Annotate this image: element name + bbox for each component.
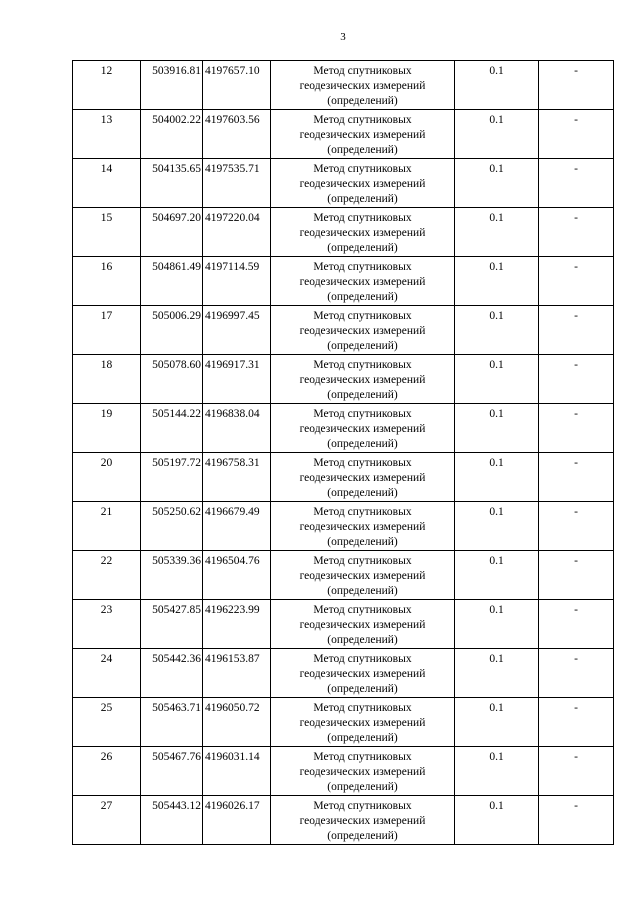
description-cell: - bbox=[539, 404, 614, 453]
point-number-cell: 14 bbox=[73, 159, 141, 208]
method-line: геодезических измерений bbox=[299, 766, 426, 778]
accuracy-cell: 0.1 bbox=[455, 649, 539, 698]
accuracy-cell: 0.1 bbox=[455, 306, 539, 355]
accuracy-cell: 0.1 bbox=[455, 698, 539, 747]
accuracy-cell: 0.1 bbox=[455, 502, 539, 551]
description-cell: - bbox=[539, 110, 614, 159]
method-line: (определений) bbox=[327, 291, 398, 303]
method-line: Метод спутниковых bbox=[313, 506, 412, 518]
description-cell: - bbox=[539, 796, 614, 845]
description-cell: - bbox=[539, 61, 614, 110]
y-coordinate-cell: 4197603.56 bbox=[203, 110, 271, 159]
accuracy-cell: 0.1 bbox=[455, 404, 539, 453]
method-line: (определений) bbox=[327, 95, 398, 107]
coordinates-table bbox=[72, 60, 614, 845]
point-number-cell: 13 bbox=[73, 110, 141, 159]
x-coordinate-cell: 504861.49 bbox=[141, 257, 203, 306]
x-coordinate-cell: 504002.22 bbox=[141, 110, 203, 159]
method-cell bbox=[271, 355, 455, 404]
method-line: (определений) bbox=[327, 536, 398, 548]
method-line: геодезических измерений bbox=[299, 129, 426, 141]
description-cell: - bbox=[539, 208, 614, 257]
method-cell bbox=[271, 257, 455, 306]
method-line: Метод спутниковых bbox=[313, 261, 412, 273]
method-cell bbox=[271, 306, 455, 355]
method-line: (определений) bbox=[327, 634, 398, 646]
table-row bbox=[73, 257, 614, 306]
accuracy-cell: 0.1 bbox=[455, 355, 539, 404]
method-line: (определений) bbox=[327, 389, 398, 401]
method-line: (определений) bbox=[327, 487, 398, 499]
accuracy-cell: 0.1 bbox=[455, 257, 539, 306]
point-number-cell: 18 bbox=[73, 355, 141, 404]
method-line: Метод спутниковых bbox=[313, 702, 412, 714]
x-coordinate-cell: 505463.71 bbox=[141, 698, 203, 747]
y-coordinate-cell: 4197657.10 bbox=[203, 61, 271, 110]
method-line: (определений) bbox=[327, 438, 398, 450]
table-row bbox=[73, 649, 614, 698]
method-line: геодезических измерений bbox=[299, 374, 426, 386]
method-line: (определений) bbox=[327, 242, 398, 254]
accuracy-cell: 0.1 bbox=[455, 600, 539, 649]
method-line: Метод спутниковых bbox=[313, 163, 412, 175]
point-number-cell: 26 bbox=[73, 747, 141, 796]
x-coordinate-cell: 504697.20 bbox=[141, 208, 203, 257]
y-coordinate-cell: 4196997.45 bbox=[203, 306, 271, 355]
method-line: Метод спутниковых bbox=[313, 359, 412, 371]
y-coordinate-cell: 4196679.49 bbox=[203, 502, 271, 551]
method-line: (определений) bbox=[327, 193, 398, 205]
table-row bbox=[73, 61, 614, 110]
table-row bbox=[73, 502, 614, 551]
x-coordinate-cell: 505442.36 bbox=[141, 649, 203, 698]
table-row bbox=[73, 306, 614, 355]
method-line: геодезических измерений bbox=[299, 178, 426, 190]
x-coordinate-cell: 505339.36 bbox=[141, 551, 203, 600]
x-coordinate-cell: 505197.72 bbox=[141, 453, 203, 502]
accuracy-cell: 0.1 bbox=[455, 453, 539, 502]
description-cell: - bbox=[539, 649, 614, 698]
y-coordinate-cell: 4196504.76 bbox=[203, 551, 271, 600]
x-coordinate-cell: 505144.22 bbox=[141, 404, 203, 453]
x-coordinate-cell: 503916.81 bbox=[141, 61, 203, 110]
point-number-cell: 20 bbox=[73, 453, 141, 502]
description-cell: - bbox=[539, 747, 614, 796]
y-coordinate-cell: 4196223.99 bbox=[203, 600, 271, 649]
method-line: геодезических измерений bbox=[299, 570, 426, 582]
point-number-cell: 24 bbox=[73, 649, 141, 698]
method-cell bbox=[271, 502, 455, 551]
point-number-cell: 12 bbox=[73, 61, 141, 110]
description-cell: - bbox=[539, 502, 614, 551]
accuracy-cell: 0.1 bbox=[455, 747, 539, 796]
y-coordinate-cell: 4196050.72 bbox=[203, 698, 271, 747]
accuracy-cell: 0.1 bbox=[455, 796, 539, 845]
description-cell: - bbox=[539, 306, 614, 355]
y-coordinate-cell: 4196917.31 bbox=[203, 355, 271, 404]
method-line: геодезических измерений bbox=[299, 80, 426, 92]
y-coordinate-cell: 4196031.14 bbox=[203, 747, 271, 796]
description-cell: - bbox=[539, 257, 614, 306]
point-number-cell: 21 bbox=[73, 502, 141, 551]
point-number-cell: 19 bbox=[73, 404, 141, 453]
table-row bbox=[73, 747, 614, 796]
method-line: (определений) bbox=[327, 144, 398, 156]
method-line: Метод спутниковых bbox=[313, 457, 412, 469]
y-coordinate-cell: 4197114.59 bbox=[203, 257, 271, 306]
method-line: геодезических измерений bbox=[299, 227, 426, 239]
table-row bbox=[73, 698, 614, 747]
method-line: геодезических измерений bbox=[299, 472, 426, 484]
point-number-cell: 25 bbox=[73, 698, 141, 747]
y-coordinate-cell: 4196026.17 bbox=[203, 796, 271, 845]
method-line: (определений) bbox=[327, 732, 398, 744]
method-cell bbox=[271, 208, 455, 257]
table-row bbox=[73, 208, 614, 257]
table-row bbox=[73, 551, 614, 600]
y-coordinate-cell: 4197220.04 bbox=[203, 208, 271, 257]
method-line: Метод спутниковых bbox=[313, 751, 412, 763]
method-cell bbox=[271, 453, 455, 502]
method-line: (определений) bbox=[327, 781, 398, 793]
method-line: Метод спутниковых bbox=[313, 212, 412, 224]
x-coordinate-cell: 505250.62 bbox=[141, 502, 203, 551]
x-coordinate-cell: 505443.12 bbox=[141, 796, 203, 845]
description-cell: - bbox=[539, 600, 614, 649]
table-row bbox=[73, 453, 614, 502]
table-row bbox=[73, 404, 614, 453]
description-cell: - bbox=[539, 453, 614, 502]
point-number-cell: 17 bbox=[73, 306, 141, 355]
method-cell bbox=[271, 551, 455, 600]
x-coordinate-cell: 504135.65 bbox=[141, 159, 203, 208]
method-line: Метод спутниковых bbox=[313, 800, 412, 812]
description-cell: - bbox=[539, 551, 614, 600]
point-number-cell: 15 bbox=[73, 208, 141, 257]
accuracy-cell: 0.1 bbox=[455, 159, 539, 208]
x-coordinate-cell: 505467.76 bbox=[141, 747, 203, 796]
method-cell bbox=[271, 404, 455, 453]
method-line: геодезических измерений bbox=[299, 619, 426, 631]
table-row bbox=[73, 159, 614, 208]
table-row bbox=[73, 110, 614, 159]
method-cell bbox=[271, 61, 455, 110]
method-line: геодезических измерений bbox=[299, 717, 426, 729]
method-line: (определений) bbox=[327, 683, 398, 695]
method-line: Метод спутниковых bbox=[313, 114, 412, 126]
x-coordinate-cell: 505006.29 bbox=[141, 306, 203, 355]
y-coordinate-cell: 4196838.04 bbox=[203, 404, 271, 453]
description-cell: - bbox=[539, 355, 614, 404]
y-coordinate-cell: 4196758.31 bbox=[203, 453, 271, 502]
method-cell bbox=[271, 649, 455, 698]
method-line: геодезических измерений bbox=[299, 815, 426, 827]
point-number-cell: 16 bbox=[73, 257, 141, 306]
method-line: геодезических измерений bbox=[299, 325, 426, 337]
method-cell bbox=[271, 747, 455, 796]
method-cell bbox=[271, 698, 455, 747]
method-cell bbox=[271, 796, 455, 845]
method-line: Метод спутниковых bbox=[313, 555, 412, 567]
x-coordinate-cell: 505427.85 bbox=[141, 600, 203, 649]
method-line: (определений) bbox=[327, 340, 398, 352]
method-line: (определений) bbox=[327, 585, 398, 597]
table-row bbox=[73, 600, 614, 649]
table-body bbox=[73, 61, 614, 845]
point-number-cell: 22 bbox=[73, 551, 141, 600]
method-line: Метод спутниковых bbox=[313, 65, 412, 77]
y-coordinate-cell: 4197535.71 bbox=[203, 159, 271, 208]
method-cell bbox=[271, 600, 455, 649]
method-line: Метод спутниковых bbox=[313, 604, 412, 616]
description-cell: - bbox=[539, 698, 614, 747]
method-line: геодезических измерений bbox=[299, 521, 426, 533]
point-number-cell: 27 bbox=[73, 796, 141, 845]
method-line: геодезических измерений bbox=[299, 276, 426, 288]
method-line: геодезических измерений bbox=[299, 423, 426, 435]
method-line: геодезических измерений bbox=[299, 668, 426, 680]
method-line: Метод спутниковых bbox=[313, 653, 412, 665]
description-cell: - bbox=[539, 159, 614, 208]
page-number: 3 bbox=[340, 31, 346, 43]
method-cell bbox=[271, 159, 455, 208]
method-cell bbox=[271, 110, 455, 159]
accuracy-cell: 0.1 bbox=[455, 61, 539, 110]
accuracy-cell: 0.1 bbox=[455, 208, 539, 257]
x-coordinate-cell: 505078.60 bbox=[141, 355, 203, 404]
y-coordinate-cell: 4196153.87 bbox=[203, 649, 271, 698]
point-number-cell: 23 bbox=[73, 600, 141, 649]
method-line: Метод спутниковых bbox=[313, 310, 412, 322]
accuracy-cell: 0.1 bbox=[455, 110, 539, 159]
table-row bbox=[73, 796, 614, 845]
method-line: (определений) bbox=[327, 830, 398, 842]
table-row bbox=[73, 355, 614, 404]
accuracy-cell: 0.1 bbox=[455, 551, 539, 600]
method-line: Метод спутниковых bbox=[313, 408, 412, 420]
